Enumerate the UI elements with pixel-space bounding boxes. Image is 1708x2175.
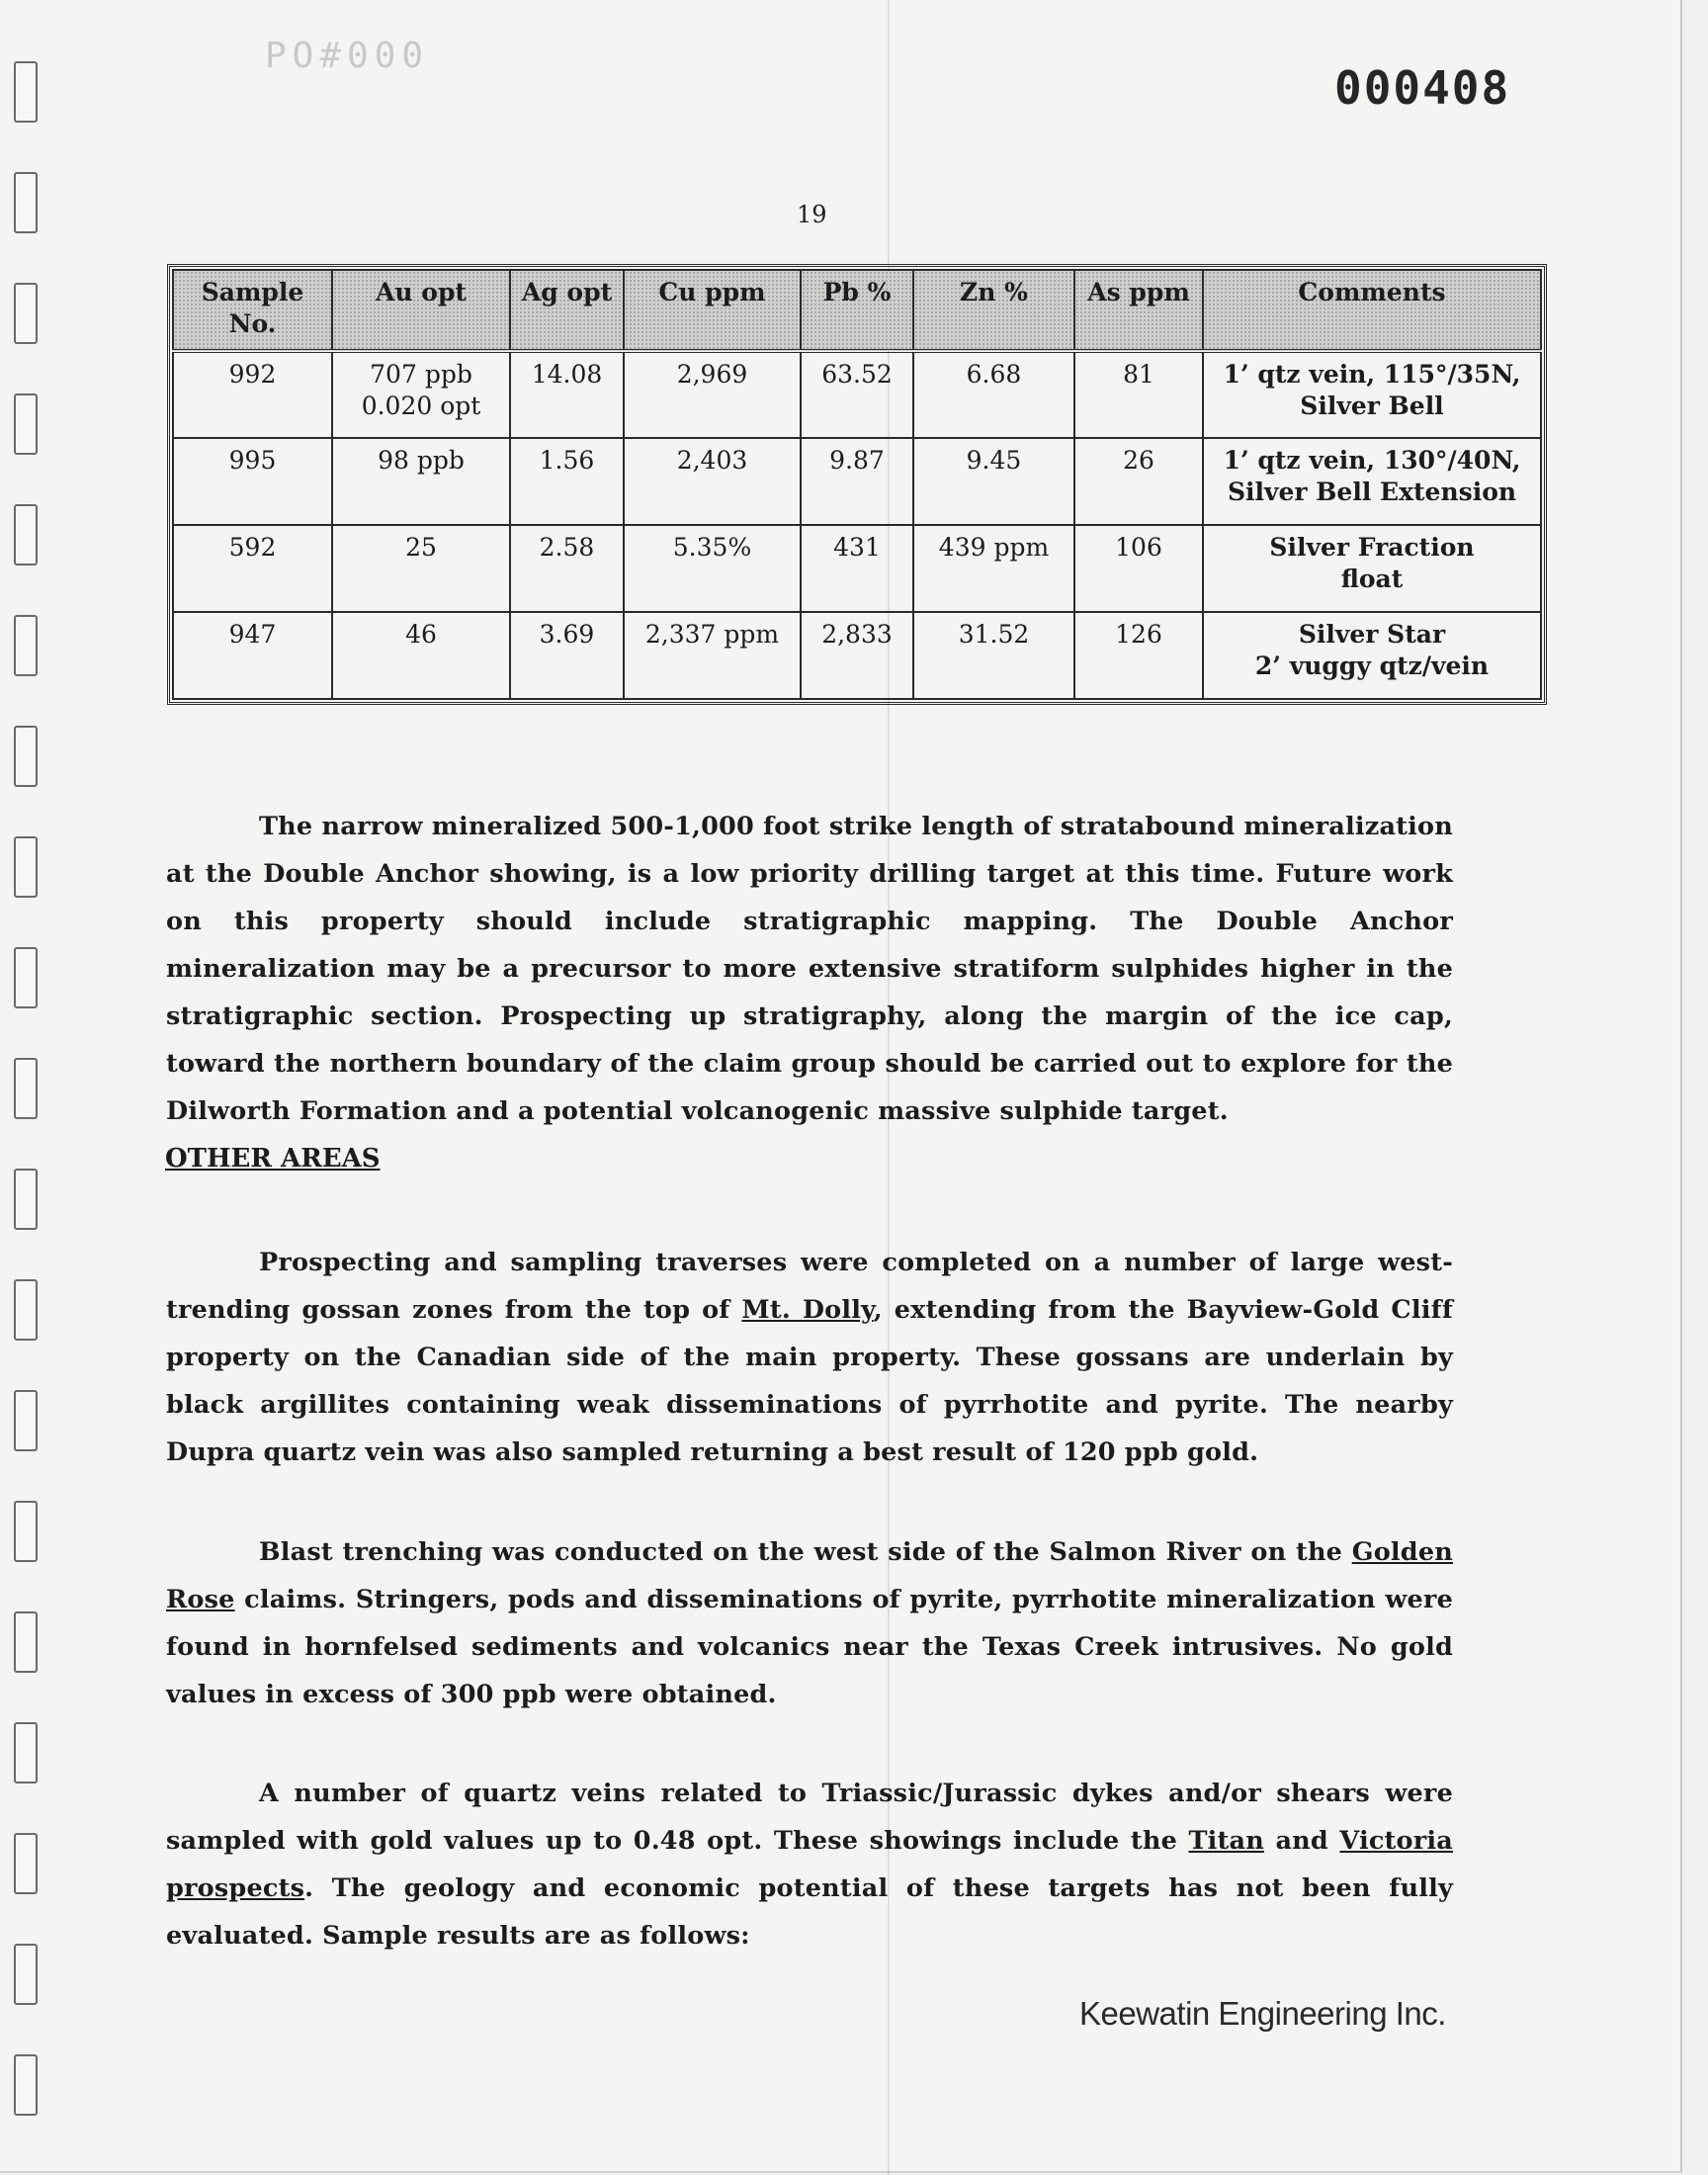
header-ag: Ag opt: [510, 270, 624, 351]
header-au: Au opt: [332, 270, 510, 351]
cell-zn: 6.68: [913, 351, 1074, 438]
header-pb: Pb %: [801, 270, 913, 351]
binding-hole: [14, 1058, 38, 1119]
paragraph-text: and: [1264, 1826, 1340, 1856]
binding-hole: [14, 172, 38, 233]
binding-hole: [14, 726, 38, 787]
cell-au: 98 ppb: [332, 438, 510, 525]
header-cu: Cu ppm: [624, 270, 801, 351]
cell-pb: 9.87: [801, 438, 913, 525]
page-number: 19: [797, 201, 827, 228]
cell-ag: 3.69: [510, 612, 624, 699]
section-heading-other-areas: OTHER AREAS: [165, 1144, 381, 1174]
binding-hole: [14, 1279, 38, 1341]
paragraph-text: . The geology and economic potential of these targets has not been fully evaluated. Sample results are as follows:: [166, 1873, 1453, 1951]
binding-hole: [14, 1390, 38, 1451]
cell-as: 106: [1074, 525, 1203, 612]
cell-comments: Silver Fraction float: [1203, 525, 1541, 612]
company-footer: Keewatin Engineering Inc.: [1079, 1995, 1446, 2032]
paragraph-blast-trenching: [166, 1528, 1453, 1718]
titan-reference: Titan: [1188, 1826, 1264, 1856]
paragraph-text: Prospecting and sampling traverses were completed on a number of large west-trending gossan zones from the top of: [166, 1248, 1453, 1325]
cell-cu: 2,403: [624, 438, 801, 525]
paragraph-prospecting: [166, 1239, 1453, 1476]
cell-pb: 431: [801, 525, 913, 612]
cell-cu: 2,969: [624, 351, 801, 438]
cell-ag: 1.56: [510, 438, 624, 525]
header-sample-no: Sample No.: [173, 270, 332, 351]
cell-pb: 2,833: [801, 612, 913, 699]
binding-hole: [14, 1833, 38, 1894]
binding-hole: [14, 1944, 38, 2005]
table-row: [173, 525, 1541, 612]
cell-cu: 2,337 ppm: [624, 612, 801, 699]
sample-results-table: [167, 264, 1547, 705]
cell-as: 81: [1074, 351, 1203, 438]
header-as: As ppm: [1074, 270, 1203, 351]
binding-hole: [14, 1722, 38, 1784]
document-number: 000408: [1334, 61, 1511, 115]
table-row: [173, 438, 1541, 525]
cell-pb: 63.52: [801, 351, 913, 438]
cell-sample: 592: [173, 525, 332, 612]
paragraph-quartz-veins: [166, 1770, 1453, 1959]
golden-rose-reference: Golden Rose: [166, 1537, 1453, 1614]
faded-stamp: PO#000: [265, 36, 430, 76]
cell-zn: 9.45: [913, 438, 1074, 525]
cell-comments: Silver Star 2’ vuggy qtz/vein: [1203, 612, 1541, 699]
binding-hole: [14, 836, 38, 898]
cell-comments: 1’ qtz vein, 130°/40N, Silver Bell Extension: [1203, 438, 1541, 525]
binding-hole: [14, 1169, 38, 1230]
paragraph-text: A number of quartz veins related to Triassic/Jurassic dykes and/or shears were sampled with gold values up to 0.48 opt. These showings include the: [166, 1779, 1453, 1856]
cell-ag: 2.58: [510, 525, 624, 612]
victoria-prospects-reference: Victoria prospects: [166, 1826, 1453, 1903]
binding-hole: [14, 393, 38, 455]
cell-sample: 992: [173, 351, 332, 438]
binding-hole: [14, 1501, 38, 1562]
cell-au: 707 ppb 0.020 opt: [332, 351, 510, 438]
paragraph-double-anchor: [166, 803, 1453, 1135]
mt-dolly-reference: Mt. Dolly: [741, 1295, 874, 1325]
cell-au: 25: [332, 525, 510, 612]
binding-hole: [14, 1611, 38, 1673]
paragraph-text: claims. Stringers, pods and disseminations of pyrite, pyrrhotite mineralization were found in hornfelsed sediments and volcanics near the Texas Creek intrusives. No gold values in excess of 300 ppb were obtained.: [166, 1585, 1453, 1709]
cell-sample: 995: [173, 438, 332, 525]
header-zn: Zn %: [913, 270, 1074, 351]
table-row: [173, 612, 1541, 699]
binding-hole: [14, 947, 38, 1008]
cell-sample: 947: [173, 612, 332, 699]
cell-as: 126: [1074, 612, 1203, 699]
binding-hole: [14, 504, 38, 566]
table-row: [173, 351, 1541, 438]
binding-hole: [14, 61, 38, 123]
table-header-row: [173, 270, 1541, 351]
binding-hole: [14, 615, 38, 676]
header-comments: Comments: [1203, 270, 1541, 351]
cell-cu: 5.35%: [624, 525, 801, 612]
paragraph-text: The narrow mineralized 500-1,000 foot strike length of stratabound mineralization at the Double Anchor showing, is a low priority drilling target at this time. Future work on this property should include stratigraphic mapping. The Double Anchor mineralization may be a precursor to more extensive stratiform sulphides higher in the stratigraphic section. Prospecting up stratigraphy, along the margin of the ice cap, toward the northern boundary of the claim group should be carried out to explore for the Dilworth Formation and a potential volcanogenic massive sulphide target.: [166, 812, 1453, 1126]
cell-zn: 31.52: [913, 612, 1074, 699]
paragraph-text: Blast trenching was conducted on the west side of the Salmon River on the: [259, 1537, 1352, 1567]
paragraph-text: , extending from the Bayview-Gold Cliff property on the Canadian side of the main property. These gossans are underlain by black argillites containing weak disseminations of pyrrhotite and pyrite. The nearby Dupra quartz vein was also sampled returning a best result of 120 ppb gold.: [166, 1295, 1453, 1467]
cell-zn: 439 ppm: [913, 525, 1074, 612]
binding-hole: [14, 2054, 38, 2116]
binding-hole: [14, 283, 38, 344]
cell-au: 46: [332, 612, 510, 699]
cell-as: 26: [1074, 438, 1203, 525]
cell-comments: 1’ qtz vein, 115°/35N, Silver Bell: [1203, 351, 1541, 438]
cell-ag: 14.08: [510, 351, 624, 438]
